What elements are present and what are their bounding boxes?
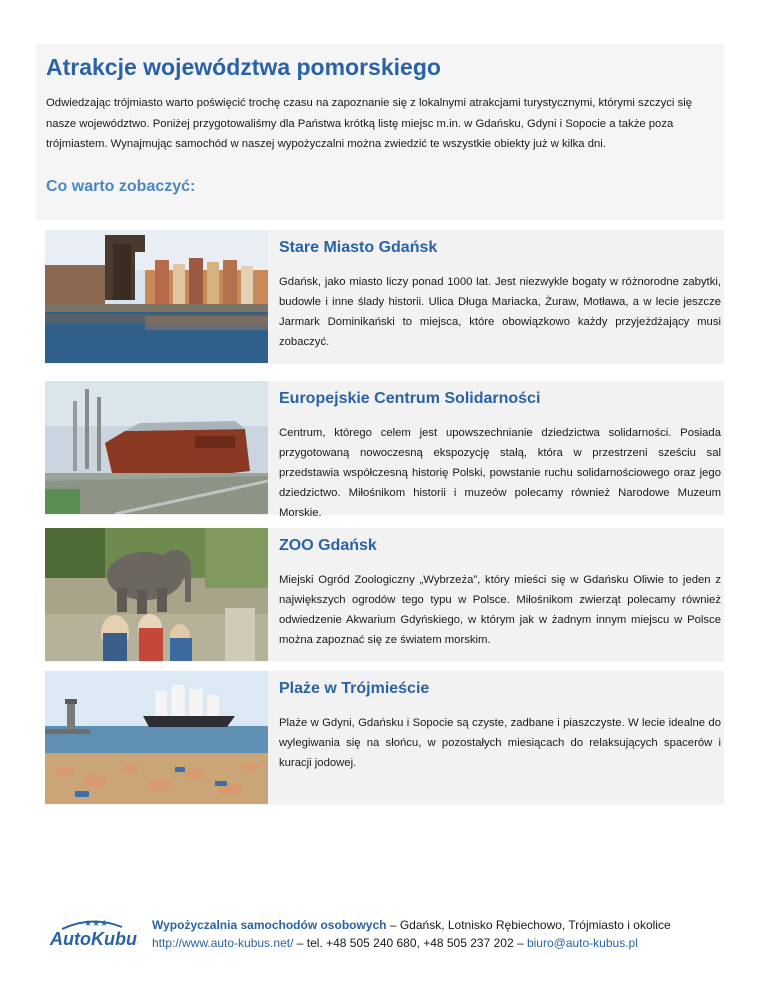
page-title: Atrakcje województwa pomorskiego — [46, 54, 441, 80]
footer-address: – Gdańsk, Lotnisko Rębiechowo, Trójmiasto i okolice — [386, 918, 671, 932]
zoo-photo — [45, 528, 268, 661]
footer-contact-line — [152, 936, 638, 950]
email-link[interactable]: biuro@auto-kubus.pl — [526, 936, 638, 950]
intro-paragraph: Odwiedzając trójmiasto warto poświęcić trochę czasu na zapoznanie się z lokalnymi atrakcjami turystycznymi, którymi szczyci się nasze województwo. Poniżej przygotowaliśmy dla Państwa krótką listę miejsc m.in. w Gdańsku, Gdyni i Sopocie a także poza trójmiastem. Wynajmując samochód w naszej wypożyczalni można zwiedzić te wszystkie obiekty już w kilka dni. — [46, 97, 693, 150]
attraction-title: Plaże w Trójmieście — [279, 680, 430, 697]
attraction-title: ZOO Gdańsk — [279, 537, 377, 554]
attraction-card-beaches — [45, 671, 724, 805]
svg-text:AutoKubus: AutoKubus — [50, 929, 138, 949]
attraction-card-zoo — [45, 528, 724, 662]
footer-phones: – tel. +48 505 240 680, +48 505 237 202 – — [293, 936, 527, 950]
autokubus-logo[interactable] — [46, 913, 138, 951]
solidarity-centre-photo — [45, 381, 268, 514]
footer-company-line — [152, 918, 671, 932]
attraction-description: Gdańsk, jako miasto liczy ponad 1000 lat. Jest niezwykle bogaty w różnorodne zabytki, budowle i inne ślady historii. Ulica Długa Mariacka, Żuraw, Motława, a w lecie jeszcze Jarmark Dominikański to miejsca, które obowiązkowo każdy przyjeżdżający musi zobaczyć. — [279, 276, 721, 348]
footer-company: Wypożyczalnia samochodów osobowych — [152, 918, 387, 932]
attraction-title: Europejskie Centrum Solidarności — [279, 390, 541, 407]
attraction-card-old-town — [45, 230, 724, 364]
old-town-photo — [45, 230, 268, 363]
svg-text:★★★: ★★★ — [84, 919, 109, 929]
attraction-description: Centrum, którego celem jest upowszechnianie dziedzictwa solidarności. Posiada przygotowaną nowoczesną ekspozycję stałą, która w przestrzeni sześciu sal przedstawia współczesną historię Polski, powstanie ruchu solidarnościowego oraz jego dziedzictwo. Miłośnikom historii i muzeów polecamy również Narodowe Muzeum Morskie. — [279, 427, 721, 519]
attraction-card-solidarity-centre — [45, 381, 724, 519]
attraction-description: Miejski Ogród Zoologiczny „Wybrzeża”, który mieści się w Gdańsku Oliwie to jeden z największych ogrodów tego typu w Polsce. Miłośnikom zwierząt polecamy również odwiedzenie Akwarium Gdyńskiego, w którym jak w żadnym innym miejscu w Polsce można zapoznać się ze światem morskim. — [279, 574, 721, 646]
beaches-photo — [45, 671, 268, 804]
attraction-title: Stare Miasto Gdańsk — [279, 239, 438, 256]
website-link[interactable]: http://www.auto-kubus.net/ — [152, 936, 294, 950]
section-subtitle: Co warto zobaczyć: — [46, 178, 196, 195]
attraction-description: Plaże w Gdyni, Gdańsku i Sopocie są czyste, zadbane i piaszczyste. W lecie idealne do wylegiwania się na słońcu, w pozostałych miesiącach do relaksujących spacerów i kuracji jodowej. — [279, 717, 721, 769]
